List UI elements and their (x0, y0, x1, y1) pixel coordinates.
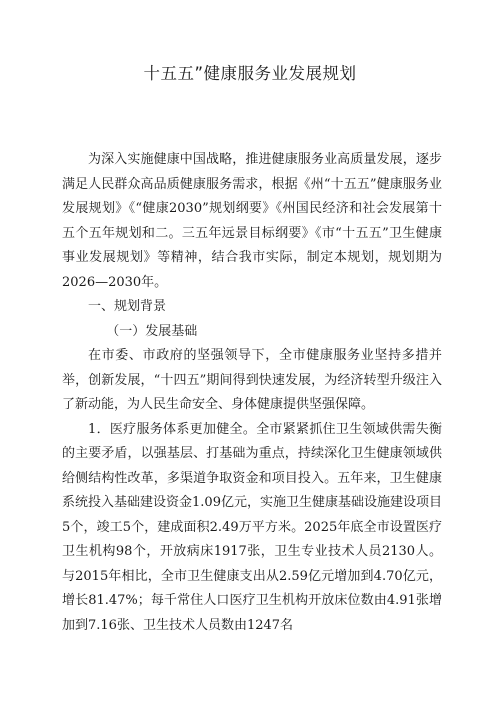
document-title: 十五五”健康服务业发展规划 (143, 64, 357, 83)
section-heading: 一、规划背景 (88, 299, 167, 314)
background-paragraph: 在市委、市政府的坚强领导下，全市健康服务业坚持多措并举，创新发展，“十四五”期间得到快速发展，为经济转型升级注入了新动能，为人民生命安全、身体健康提供坚强保障。 (62, 348, 442, 412)
document-body (62, 148, 442, 638)
subsection-heading: （一）发展基础 (106, 323, 198, 339)
item-paragraph: 1．医疗服务体系更加健全。全市紧紧抓住卫生领域供需失衡的主要矛盾，以强基层、打基础为重点，持续深化卫生健康领域供给侧结构性改革，多渠道争取资金和项目投入。五年来，卫生健康系统投入基础建设资金1.09亿元，实施卫生健康基础设施建设项目5个，竣工5个，建成面积2.49万平方米。2025年底全市设置医疗卫生机构98个，开放病床1917张，卫生专业技术人员2130人。与2015年相比，全市卫生健康支出从2.59亿元增加到4.70亿元，增长81.47%；每千常住人口医疗卫生机构开放床位数由4.91张增加到7.16张、卫生技术人员数由1247名 (62, 421, 442, 633)
intro-paragraph: 为深入实施健康中国战略，推进健康服务业高质量发展，逐步满足人民群众高品质健康服务需求，根据《州“十五五”健康服务业发展规划》《“健康2030”规划纲要》《州国民经济和社会发展第十五个五年规划和二。三五年远景目标纲要》《市“十五五”卫生健康事业发展规划》等精神，结合我市实际，制定本规划，规划期为2026—2030年。 (62, 152, 442, 290)
